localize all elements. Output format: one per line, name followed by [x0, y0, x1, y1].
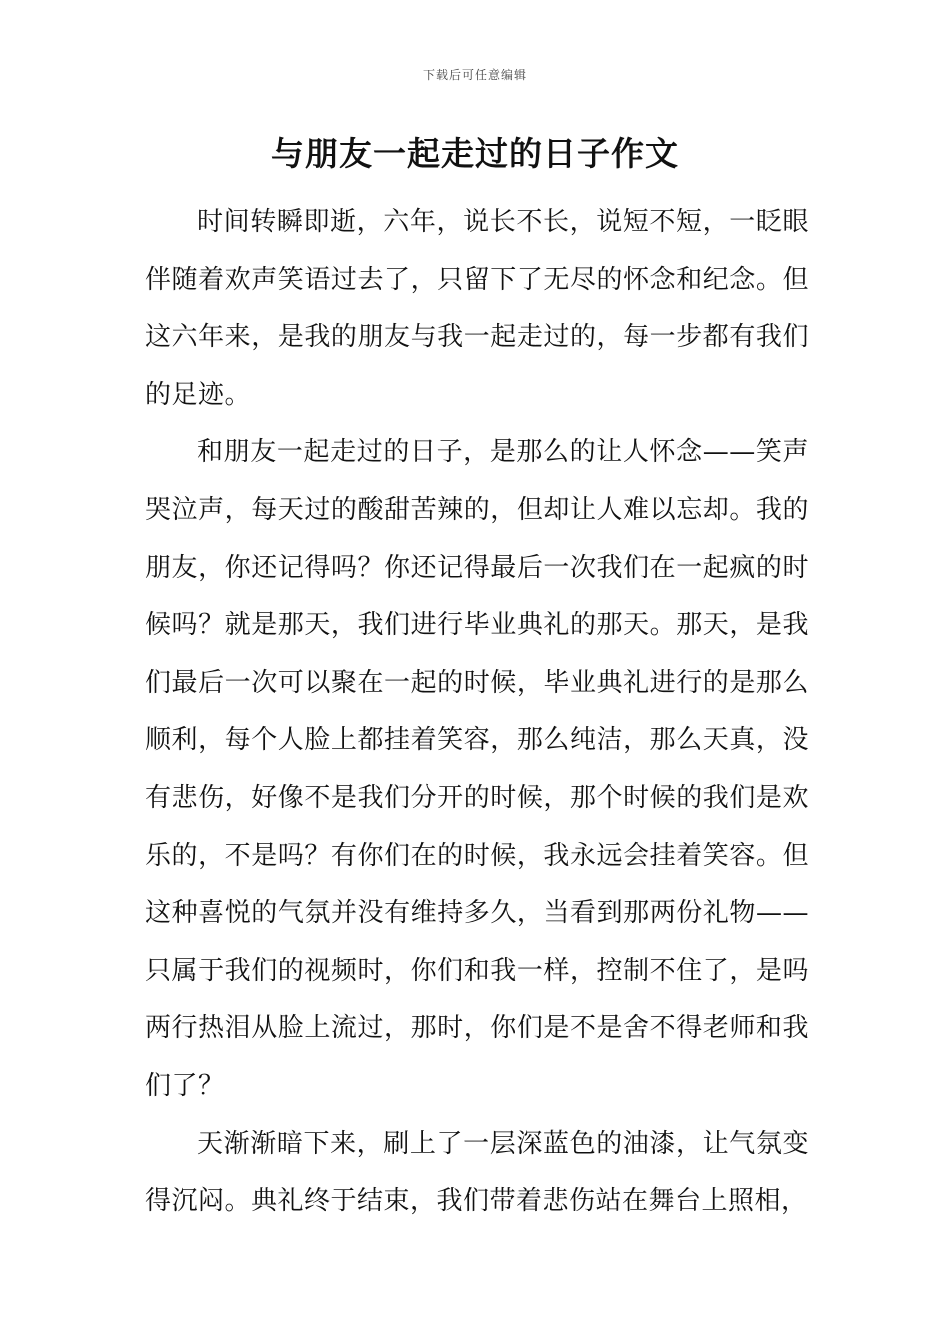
paragraph-1: 时间转瞬即逝，六年，说长不长，说短不短，一眨眼伴随着欢声笑语过去了，只留下了无尽的怀念和纪念。但这六年来，是我的朋友与我一起走过的，每一步都有我们的足迹。	[145, 207, 809, 410]
paragraph-3: 天渐渐暗下来，刷上了一层深蓝色的油漆，让气氛变得沉闷。典礼终于结束，我们带着悲伤站在舞台上照相，	[145, 1128, 809, 1217]
document-title: 与朋友一起走过的日子作文	[271, 134, 679, 173]
paragraph-2: 和朋友一起走过的日子，是那么的让人怀念——笑声哭泣声，每天过的酸甜苦辣的，但却让人难以忘却。我的朋友，你还记得吗？你还记得最后一次我们在一起疯的时候吗？就是那天，我们进行毕业典礼的那天。那天，是我们最后一次可以聚在一起的时候，毕业典礼进行的是那么顺利，每个人脸上都挂着笑容，那么纯洁，那么天真，没有悲伤，好像不是我们分开的时候，那个时候的我们是欢乐的，不是吗？有你们在的时候，我永远会挂着笑容。但这种喜悦的气氛并没有维持多久，当看到那两份礼物——只属于我们的视频时，你们和我一样，控制不住了，是吗两行热泪从脸上流过，那时，你们是不是舍不得老师和我们了？	[145, 437, 809, 1101]
header-note: 下载后可任意编辑	[422, 68, 527, 82]
document-body	[145, 194, 809, 1231]
